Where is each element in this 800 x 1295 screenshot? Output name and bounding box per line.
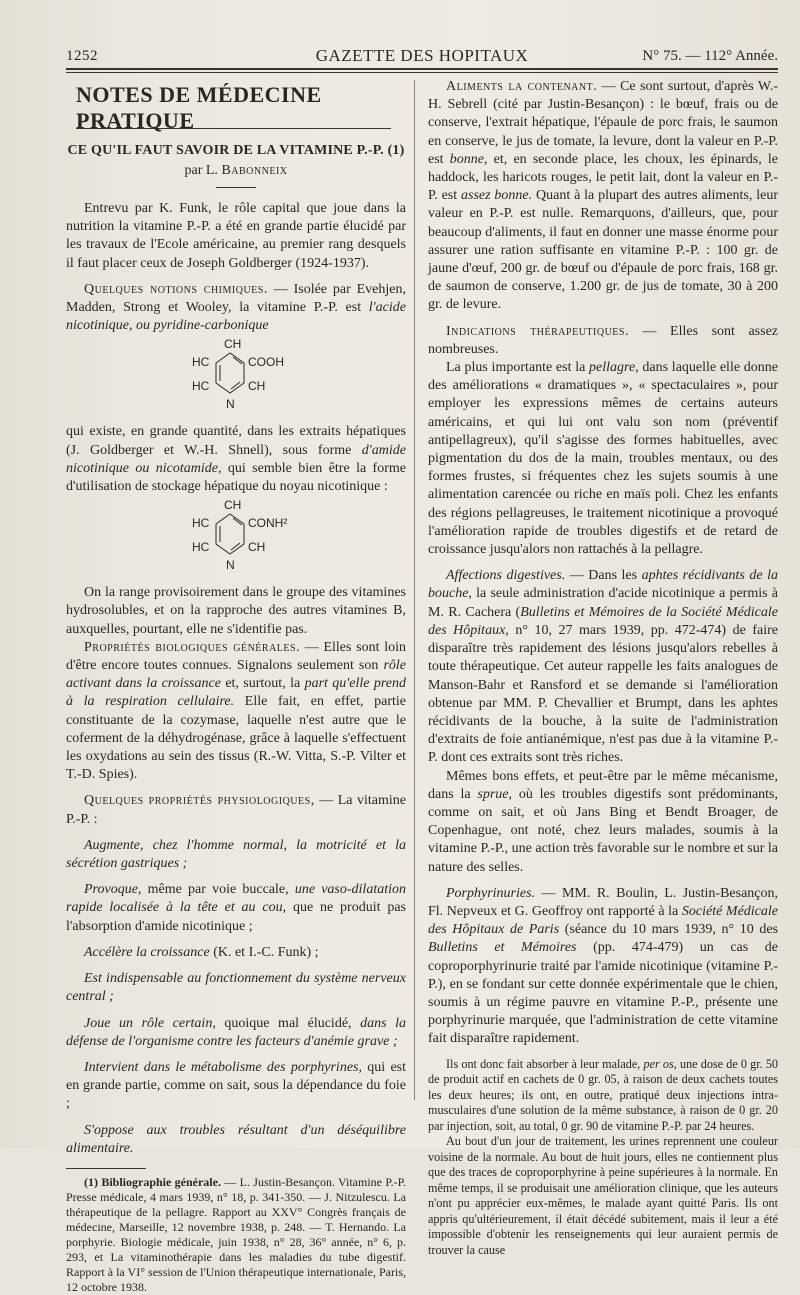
property-item: S'oppose aux troubles résultant d'un déséquilibre alimentaire.	[66, 1122, 406, 1156]
page-header	[66, 44, 778, 66]
intro-paragraph: Entrevu par K. Funk, le rôle capital que joue dans la nutrition la vitamine P.-P. a été en grande partie élucidé par les travaux de l'Ecole américaine, au premier rang desquels il faut placer ceux de Joseph Goldberger (1924-1937).	[66, 201, 406, 271]
physiological-properties-paragraph: Quelques propriétés physiologiques, — La vitamine P.-P. :	[66, 793, 406, 827]
property-item: Est indispensable au fonctionnement du système nerveux central ;	[66, 971, 406, 1005]
dosage-paragraph: Ils ont donc fait absorber à leur malade, per os, une dose de 0 gr. 50 de produit actif en cachets de 0 gr. 05, à raison de deux cachets toutes les deux heures; ils ont, en outre, pratiqué deux injections intra-musculaires d'une solution de la même substance, à raison de 0 gr. 20 par injection, soit, au total, 0 gr. 90 de vitamine P.-P. par 24 heures.	[428, 1056, 779, 1133]
property-item: Intervient dans le métabolisme des porphyrines, qui est en grande partie, comme on sait, sous la dépendance du foie ;	[66, 1059, 406, 1112]
formula-group: COOH	[248, 355, 284, 370]
header-rule	[66, 68, 778, 70]
header-rule-thin	[66, 72, 778, 73]
formula-atom: HC	[192, 540, 210, 555]
section-title: NOTES DE MÉDECINE PRATIQUE	[76, 88, 391, 129]
formula-atom: HC	[192, 516, 210, 531]
property-item: Provoque, même par voie buccale, une vaso-dilatation rapide localisée à la tête et au cou, que ne produit pas l'absorption d'amide nicotinique ;	[66, 882, 406, 934]
left-column	[66, 78, 406, 1295]
formula-atom: HC	[192, 355, 210, 370]
porphyrinuria-paragraph: Porphyrinuries. — MM. R. Boulin, L. Justin-Besançon, Fl. Nepveux et G. Geoffroy ont rapporté à la Société Médicale des Hôpitaux de Paris (séance du 10 mars 1939, n° 10 des Bulletins et Mémoires (pp. 474-479) un cas de coproporphyrinurie traité par l'amide nicotinique (vitamine P.-P.), en se fondant sur cette donnée expérimentale que le chien, soumis à un régime pauvre en vitamine P.-P., présente une porphyrinurie marquée, que l'administration de cette vitamine fait disparaître rapidement.	[428, 885, 779, 1047]
title-rule	[216, 187, 256, 188]
issue-number: N° 75. — 112° Année.	[642, 48, 778, 64]
property-item: Joue un rôle certain, quoique mal élucidé, dans la défense de l'organisme contre les facteurs d'anémie grave ;	[66, 1015, 406, 1049]
column-divider	[414, 80, 415, 1100]
formula-atom: HC	[192, 379, 210, 394]
formula-atom: CH	[224, 337, 242, 352]
page-number: 1252	[66, 48, 98, 64]
biological-properties-paragraph: Propriétés biologiques générales. — Elles sont loin d'être encore toutes connues. Signalons seulement son rôle activant dans la croissance et, surtout, la part qu'elle prend à la respiration cellulaire. Elle fait, en effet, partie constituante de la cozymase, laquelle n'est autre que le coferment de la déhydrogénase, grâce à laquelle s'effectuent les oxydations au sein des tissus (R.-W. Vitta, S.-P. Vilter et T.-D. Spies).	[66, 639, 407, 783]
indications-paragraph: Indications thérapeutiques. — Elles sont assez nombreuses.	[428, 323, 779, 357]
formula-atom: CH	[248, 379, 266, 394]
nicotinamide-formula	[178, 496, 328, 584]
nicotinic-acid-formula	[178, 335, 328, 423]
classification-paragraph: On la range provisoirement dans le groupe des vitamines hydrosolubles, et on la rapproche des autres vitamines B, auxquelles, pourtant, elle ne s'identifie pas.	[66, 585, 406, 637]
formula-group: CONH²	[248, 516, 288, 531]
foods-paragraph: Aliments la contenant. — Ce sont surtout, d'après W.-H. Sebrell (cité par Justin-Besançon) : le bœuf, frais ou de conserve, l'extrait hépatique, l'épaule de porc frais, le saumon en conserve, le jus de tomate, la levure, dont la valeur en P.-P. est bonne, et, en seconde place, les choux, les épinards, le haddock, les haricots rouges, le petit lait, dont la valeur en P.-P. est assez bonne. Quant à la plupart des autres aliments, leur valeur en P.-P. est nulle. Remarquons, d'ailleurs, que, pour beaucoup d'aliments, il faut en donner une masse énorme pour assurer une ration suffisante en vitamine P.-P. : 100 gr. de jaune d'œuf, 200 gr. de bœuf ou d'épaule de porc frais, 168 gr. de saumon de conserve, 1.200 gr. de jus de tomate, 30 à 200 gr. de levure.	[428, 79, 778, 313]
article-title: CE QU'IL FAUT SAVOIR DE LA VITAMINE P.-P. (1)	[67, 143, 405, 158]
subheading: Aliments la contenant.	[446, 79, 598, 94]
pellagra-paragraph: La plus importante est la pellagre, dans laquelle elle donne des améliorations « dramatiques », « spectaculaires », pour employer les expressions mêmes de certains auteurs américains, et qui lui ont valu son nom (préventif antipellagreux), qu'il s'agisse des formes habituelles, avec pigmentation du dos de la main, troubles mentaux, ou des formes frustes, si fréquentes chez les sujets soumis à une alimentation carencée ou riche en maïs poli. Chez les enfants des régions pellagreuses, le traitement nicotinique a provoqué l'amélioration rapide de troubles digestifs et de retard de croissance jusqu'alors non rattachés à la pellagre.	[428, 360, 778, 558]
digestive-paragraph: Affections digestives. — Dans les aphtes récidivants de la bouche, la seule administration d'acide nicotinique a permis à M. R. Cachera (Bulletins et Mémoires de la Société Médicale des Hôpitaux, n° 10, 27 mars 1939, pp. 472-474) de faire disparaître très rapidement des lésions jusqu'alors rebelles à toute thérapeutique. Cet auteur rappelle les faits analogues de Manson-Bahr et Ransford et se demande si l'amélioration obtenue par MM. P. Chevallier et Brumpt, dans les aphtes récidivants de la bouche, à la suite de l'administration d'extraits de foie antianémique, n'est pas due à la vitamine P.-P. dont ces extraits sont très riches.	[428, 568, 778, 766]
formula-atom: N	[226, 397, 235, 412]
footnote-rule	[66, 1168, 146, 1169]
subheading: Quelques notions chimiques.	[84, 281, 268, 297]
property-item: Accélère la croissance (K. et I.-C. Funk) ;	[84, 944, 319, 960]
formula-atom: CH	[224, 498, 242, 513]
property-item: Augmente, chez l'homme normal, la motricité et la sécrétion gastriques ;	[66, 837, 406, 872]
author-name: Babonneix	[221, 163, 288, 178]
right-column	[428, 78, 778, 1258]
subheading: Indications thérapeutiques.	[446, 323, 629, 339]
outcome-paragraph: Au bout d'un jour de traitement, les urines reprennent une couleur voisine de la normale. Au bout de huit jours, elles ne contiennent plus que des traces de coproporphyrine à peine supérieures à la normale. En même temps, il se produisait une amélioration clinique, que les auteurs n'ont pu apprécier eux-mêmes, le malade ayant quitté Paris. Ils ont appris qu'ultérieurement, il était décédé subitement, mais il leur a été impossible d'obtenir les renseignements qui leur auraient permis de trouver la cause	[428, 1134, 778, 1257]
amide-paragraph: qui existe, en grande quantité, dans les extraits hépatiques (J. Goldberger et W.-H. Shnell), sous forme d'amide nicotinique ou nicotamide, qui semble bien être la forme d'utilisation de stockage hépatique du noyau nicotinique :	[66, 424, 406, 495]
footnote: (1) Bibliographie générale. — L. Justin-Besançon. Vitamine P.-P. Presse médicale, 4 mars 1939, n° 18, p. 341-350. — J. Nitzulescu. La thérapeutique de la pellagre. Rapport au XXV° Congrès français de médecine, Marseille, 12 novembre 1938, p. 248. — T. Hernando. La porphyrie. Biologie médicale, juin 1938, n° 28, 36° année, n° 6, p. 293, et La vitaminothérapie dans les maladies du tube digestif. Rapport à la VI° session de l'Union thérapeutique internationale, Paris, 12 octobre 1938.	[66, 1174, 407, 1294]
journal-title: GAZETTE DES HOPITAUX	[315, 46, 529, 65]
small-print-section	[428, 1057, 778, 1259]
sprue-paragraph: Mêmes bons effets, et peut-être par le même mécanisme, dans la sprue, où les troubles digestifs sont prédominants, comme on sait, et où Jans Bing et Bendt Broager, de Copenhague, ont noté, chez leurs malades, soumis à la vitamine P.-P., une action très favorable sur le nombre et sur la nature des selles.	[428, 768, 778, 875]
subheading: Propriétés biologiques générales.	[84, 639, 301, 655]
subheading: Quelques propriétés physiologiques,	[84, 793, 315, 809]
formula-atom: N	[226, 558, 235, 573]
footnote-label: (1) Bibliographie générale.	[84, 1174, 221, 1189]
chemical-notions-paragraph: Quelques notions chimiques. — Isolée par Evehjen, Madden, Strong et Wooley, la vitamine P.-P. est l'acide nicotinique, ou pyridine-carbonique	[66, 281, 406, 334]
formula-atom: CH	[248, 540, 266, 555]
byline: par L. Babonneix	[184, 163, 288, 178]
